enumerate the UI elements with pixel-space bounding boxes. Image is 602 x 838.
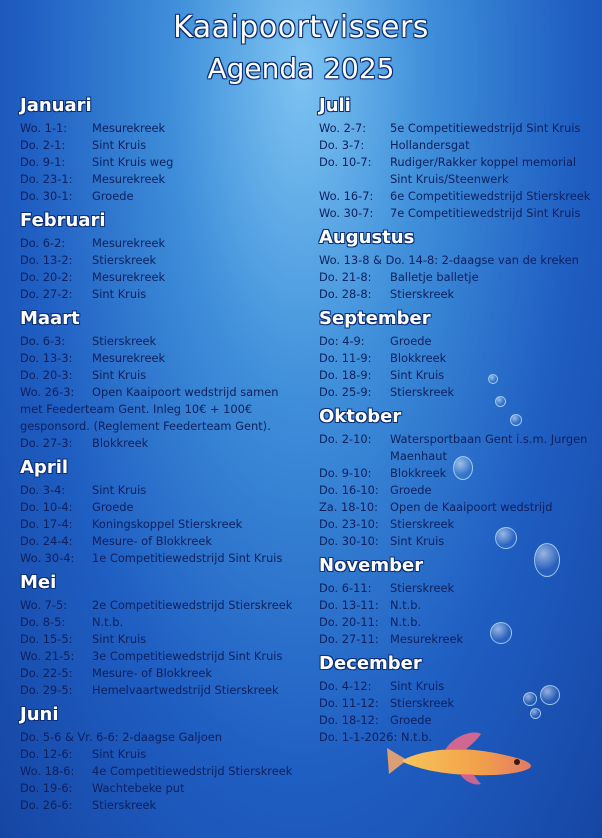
agenda-date: Do. 4-12:	[319, 679, 372, 693]
month-juli-list	[319, 120, 594, 222]
agenda-date: Do. 13-2:	[20, 253, 73, 267]
agenda-event: Stierskreek	[390, 517, 455, 531]
agenda-date: Do. 21-8:	[319, 270, 372, 284]
bubble-icon	[490, 622, 512, 644]
poster-title: Kaaipoortvissers	[173, 10, 429, 45]
agenda-date: Do. 15-5:	[20, 632, 73, 646]
agenda-event: Sint Kruis	[92, 747, 147, 761]
agenda-date: Do. 26-6:	[20, 798, 73, 812]
agenda-row	[20, 780, 305, 797]
agenda-continuation: Maenhaut	[390, 449, 447, 463]
agenda-date: Wo. 16-7:	[319, 189, 374, 203]
agenda-row	[319, 350, 594, 367]
month-heading-januari: Januari	[20, 95, 92, 116]
agenda-event: Sint Kruis	[92, 632, 147, 646]
agenda-event: Hemelvaartwedstrijd Stierskreek	[92, 683, 279, 697]
agenda-event: Hollandersgat	[390, 138, 470, 152]
agenda-event: Mesure- of Blokkreek	[92, 534, 212, 548]
agenda-date: Do. 27-11:	[319, 632, 379, 646]
agenda-event: Sint Kruis	[92, 483, 147, 497]
agenda-event: Stierskreek	[92, 334, 157, 348]
agenda-row	[319, 120, 594, 137]
agenda-event: 4e Competitiewedstrijd Stierskreek	[92, 764, 293, 778]
agenda-date: Do. 23-10:	[319, 517, 379, 531]
agenda-event: Mesure- of Blokkreek	[92, 666, 212, 680]
agenda-event: Stierskreek	[390, 696, 455, 710]
agenda-date: Do: 4-9:	[319, 334, 365, 348]
bubble-icon	[534, 543, 560, 577]
agenda-row	[319, 188, 594, 205]
agenda-event: 6e Competitiewedstrijd Stierskreek	[390, 189, 591, 203]
agenda-event: Koningskoppel Stierskreek	[92, 517, 243, 531]
agenda-row	[20, 648, 305, 665]
agenda-date: Do. 2-1:	[20, 138, 66, 152]
month-heading-juli: Juli	[319, 95, 351, 116]
agenda-event: 1e Competitiewedstrijd Sint Kruis	[92, 551, 283, 565]
agenda-date: Do. 9-10:	[319, 466, 372, 480]
month-heading-december: December	[319, 653, 422, 674]
agenda-row	[20, 682, 305, 699]
bubble-icon	[488, 374, 498, 384]
agenda-row	[20, 384, 305, 401]
agenda-event: Mesurekreek	[390, 632, 464, 646]
agenda-row	[319, 516, 594, 533]
agenda-event: N.t.b.	[92, 615, 124, 629]
agenda-row	[319, 333, 594, 350]
bubble-icon	[495, 396, 506, 407]
agenda-date: Wo. 26-3:	[20, 385, 75, 399]
agenda-row	[20, 137, 305, 154]
agenda-event: Groede	[390, 334, 432, 348]
agenda-date: Do. 20-2:	[20, 270, 73, 284]
agenda-event: N.t.b.	[390, 598, 422, 612]
agenda-row	[20, 482, 305, 499]
agenda-date: Do. 13-3:	[20, 351, 73, 365]
agenda-date: Do. 12-6:	[20, 747, 73, 761]
agenda-row	[319, 631, 594, 648]
agenda-row	[20, 597, 305, 614]
agenda-row	[20, 550, 305, 567]
agenda-date: Do. 10-4:	[20, 500, 73, 514]
agenda-date: Wo. 7-5:	[20, 598, 68, 612]
agenda-row	[20, 797, 305, 814]
agenda-row	[319, 597, 594, 614]
agenda-date: Do. 19-6:	[20, 781, 73, 795]
agenda-row	[319, 431, 594, 448]
agenda-event: Blokkreek	[390, 466, 447, 480]
bubble-icon	[523, 692, 537, 706]
agenda-date: Do. 22-5:	[20, 666, 73, 680]
agenda-date: Wo. 21-5:	[20, 649, 75, 663]
agenda-row	[319, 367, 594, 384]
agenda-row	[20, 533, 305, 550]
agenda-event: Groede	[390, 713, 432, 727]
agenda-row	[20, 235, 305, 252]
agenda-row	[20, 333, 305, 350]
agenda-date: Do. 10-7:	[319, 155, 372, 169]
month-maart-list	[20, 333, 305, 452]
agenda-date: Do. 16-10:	[319, 483, 379, 497]
agenda-date: Do. 9-1:	[20, 155, 66, 169]
agenda-row	[20, 516, 305, 533]
poster-subtitle: Agenda 2025	[207, 52, 395, 85]
agenda-row	[319, 384, 594, 401]
agenda-date: Wo. 18-6:	[20, 764, 75, 778]
agenda-date: Do. 25-9:	[319, 385, 372, 399]
agenda-row	[319, 614, 594, 631]
agenda-row	[319, 712, 594, 729]
agenda-row	[319, 205, 594, 222]
agenda-event: Sint Kruis	[390, 368, 445, 382]
agenda-row	[20, 188, 305, 205]
agenda-event: Mesurekreek	[92, 236, 166, 250]
month-september-list	[319, 333, 594, 401]
agenda-date: Do. 6-11:	[319, 581, 372, 595]
agenda-continuation: met Feederteam Gent. Inleg 10€ + 100€	[20, 402, 253, 416]
agenda-date: Do. 27-2:	[20, 287, 73, 301]
month-heading-september: September	[319, 308, 431, 329]
agenda-continuation: Sint Kruis/Steenwerk	[390, 172, 509, 186]
month-heading-november: November	[319, 555, 424, 576]
agenda-event: 7e Competitiewedstrijd Sint Kruis	[390, 206, 581, 220]
agenda-event: Stierskreek	[92, 798, 157, 812]
agenda-date: Do. 6-3:	[20, 334, 66, 348]
agenda-date: Do. 11-12:	[319, 696, 379, 710]
agenda-date: Do. 27-3:	[20, 436, 73, 450]
agenda-event: 5e Competitiewedstrijd Sint Kruis	[390, 121, 581, 135]
agenda-row	[319, 286, 594, 303]
left-column	[20, 94, 305, 814]
agenda-row	[319, 499, 594, 516]
month-heading-augustus: Augustus	[319, 227, 415, 248]
agenda-date: Wo. 30-7:	[319, 206, 374, 220]
month-februari-list	[20, 235, 305, 303]
agenda-date: Do. 18-12:	[319, 713, 379, 727]
agenda-row-full: Do. 1-1-2026: N.t.b.	[319, 730, 433, 744]
agenda-event: Mesurekreek	[92, 351, 166, 365]
agenda-row	[319, 580, 594, 597]
agenda-event: Open de Kaaipoort wedstrijd	[390, 500, 553, 514]
month-juni-list	[20, 729, 305, 814]
agenda-date: Do. 8-5:	[20, 615, 66, 629]
agenda-row	[20, 435, 305, 452]
month-heading-februari: Februari	[20, 210, 106, 231]
agenda-date: Do. 17-4:	[20, 517, 73, 531]
agenda-row	[20, 269, 305, 286]
agenda-event: Watersportbaan Gent i.s.m. Jurgen	[390, 432, 588, 446]
agenda-row	[319, 269, 594, 286]
agenda-date: Do. 18-9:	[319, 368, 372, 382]
agenda-row	[20, 631, 305, 648]
agenda-row	[20, 120, 305, 137]
agenda-event: 3e Competitiewedstrijd Sint Kruis	[92, 649, 283, 663]
month-heading-april: April	[20, 457, 69, 478]
agenda-row	[20, 746, 305, 763]
agenda-event: Open Kaaipoort wedstrijd samen	[92, 385, 279, 399]
agenda-continuation: gesponsord. (Reglement Feederteam Gent).	[20, 419, 271, 433]
agenda-date: Wo. 1-1:	[20, 121, 68, 135]
agenda-row	[319, 482, 594, 499]
agenda-date: Do. 30-1:	[20, 189, 73, 203]
agenda-date: Do. 23-1:	[20, 172, 73, 186]
agenda-date: Do. 20-3:	[20, 368, 73, 382]
agenda-event: Mesurekreek	[92, 270, 166, 284]
agenda-date: Do. 29-5:	[20, 683, 73, 697]
month-april-list	[20, 482, 305, 567]
agenda-event: Balletje balletje	[390, 270, 479, 284]
agenda-date: Wo. 30-4:	[20, 551, 75, 565]
agenda-event: Sint Kruis	[390, 534, 445, 548]
agenda-event: Mesurekreek	[92, 121, 166, 135]
agenda-event: Blokkreek	[92, 436, 149, 450]
agenda-event: Groede	[390, 483, 432, 497]
agenda-row	[20, 499, 305, 516]
agenda-date: Do. 30-10:	[319, 534, 379, 548]
agenda-row	[20, 614, 305, 631]
month-november-list	[319, 580, 594, 648]
agenda-event: Stierskreek	[92, 253, 157, 267]
agenda-event: Sint Kruis	[92, 287, 147, 301]
agenda-row	[20, 286, 305, 303]
agenda-event: Stierskreek	[390, 287, 455, 301]
agenda-date: Do. 13-11:	[319, 598, 379, 612]
agenda-event: 2e Competitiewedstrijd Stierskreek	[92, 598, 293, 612]
agenda-event: Groede	[92, 500, 134, 514]
agenda-event: Stierskreek	[390, 385, 455, 399]
agenda-event: Sint Kruis	[390, 679, 445, 693]
fish-icon	[385, 728, 535, 788]
agenda-row	[20, 171, 305, 188]
agenda-date: Do. 2-10:	[319, 432, 372, 446]
month-heading-mei: Mei	[20, 572, 57, 593]
agenda-row	[319, 154, 594, 171]
month-oktober-list	[319, 431, 594, 550]
agenda-date: Za. 18-10:	[319, 500, 378, 514]
month-mei-list	[20, 597, 305, 699]
agenda-row-full: Wo. 13-8 & Do. 14-8: 2-daagse van de kreken	[319, 253, 579, 267]
agenda-date: Do. 6-2:	[20, 236, 66, 250]
bubble-icon	[495, 527, 517, 549]
agenda-event: Sint Kruis	[92, 368, 147, 382]
agenda-row	[319, 137, 594, 154]
month-heading-oktober: Oktober	[319, 406, 402, 427]
month-heading-juni: Juni	[20, 704, 59, 725]
month-heading-maart: Maart	[20, 308, 80, 329]
bubble-icon	[510, 414, 522, 426]
agenda-event: Rudiger/Rakker koppel memorial	[390, 155, 577, 169]
bubble-icon	[453, 456, 473, 480]
agenda-date: Do. 3-7:	[319, 138, 365, 152]
right-column	[319, 94, 594, 746]
agenda-event: Sint Kruis	[92, 138, 147, 152]
agenda-event: Mesurekreek	[92, 172, 166, 186]
agenda-row	[20, 350, 305, 367]
agenda-event: N.t.b.	[390, 615, 422, 629]
agenda-date: Do. 24-4:	[20, 534, 73, 548]
agenda-row	[20, 367, 305, 384]
bubble-icon	[540, 685, 560, 705]
agenda-date: Do. 11-9:	[319, 351, 372, 365]
agenda-event: Sint Kruis weg	[92, 155, 174, 169]
agenda-row	[20, 665, 305, 682]
agenda-row	[20, 252, 305, 269]
month-januari-list	[20, 120, 305, 205]
agenda-row	[20, 154, 305, 171]
month-augustus-list	[319, 252, 594, 303]
agenda-row-full: Do. 5-6 & Vr. 6-6: 2-daagse Galjoen	[20, 730, 222, 744]
agenda-event: Wachtebeke put	[92, 781, 185, 795]
bubble-icon	[530, 708, 541, 719]
agenda-row	[20, 763, 305, 780]
agenda-date: Wo. 2-7:	[319, 121, 367, 135]
agenda-event: Blokkreek	[390, 351, 447, 365]
agenda-date: Do. 3-4:	[20, 483, 66, 497]
agenda-date: Do. 20-11:	[319, 615, 379, 629]
agenda-event: Groede	[92, 189, 134, 203]
agenda-event: Stierskreek	[390, 581, 455, 595]
agenda-row	[319, 171, 594, 188]
agenda-date: Do. 28-8:	[319, 287, 372, 301]
